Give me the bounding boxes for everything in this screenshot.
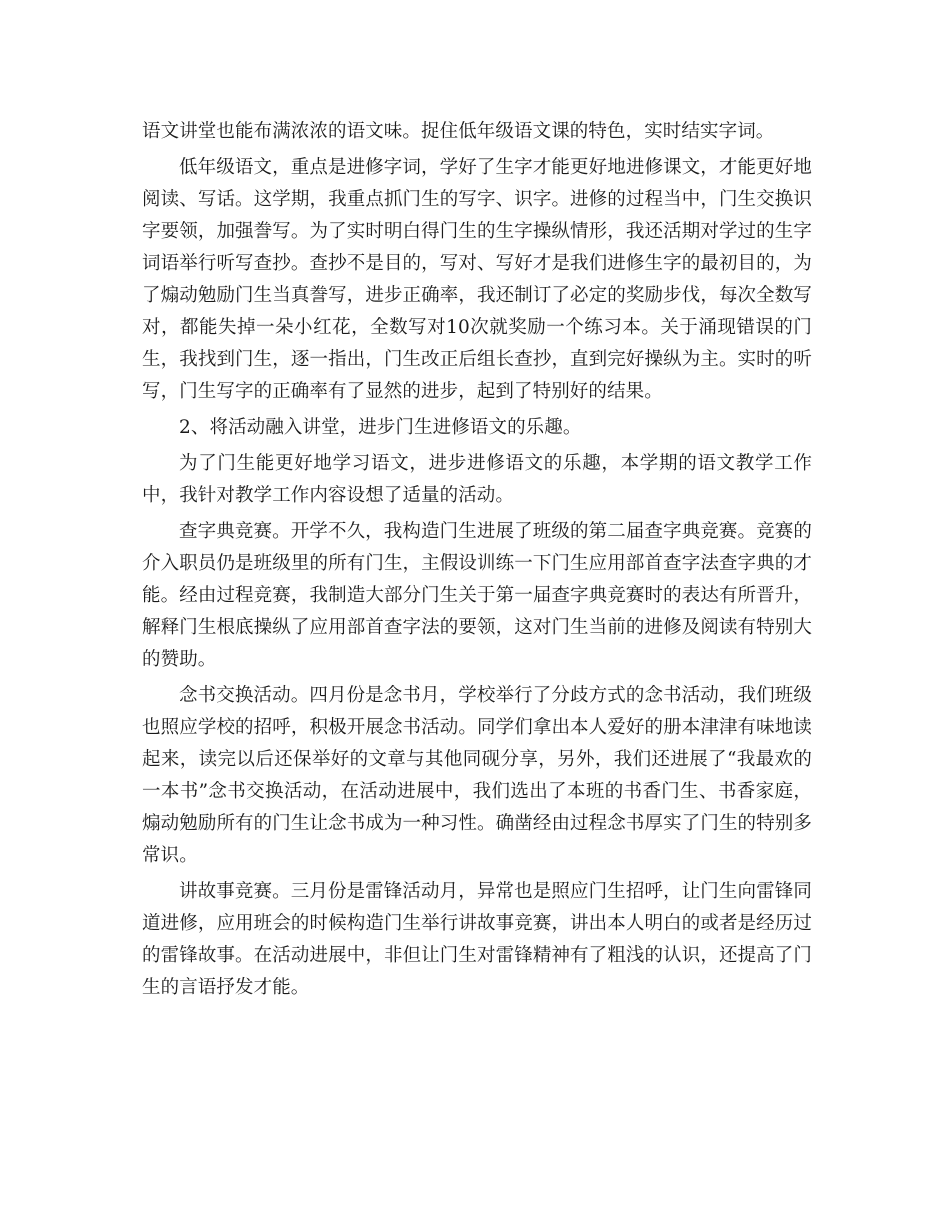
- paragraph-4: 为了门生能更好地学习语文，进步进修语文的乐趣，本学期的语文教学工作中，我针对教学工作内容设想了适量的活动。: [142, 453, 812, 506]
- paragraph-2: 低年级语文，重点是进修字词，学好了生字才能更好地进修课文，才能更好地阅读、写话。这学期，我重点抓门生的写字、识字。进修的过程当中，门生交换识字要领，加强誊写。为了实时明白得门生的生字操纵情形，我还活期对学过的生字词语举行听写查抄。查抄不是目的，写对、写好才是我们进修生字的最初目的，为了煽动勉励门生当真誊写，进步正确率，我还制订了必定的奖励步伐，每次全数写对，都能失掉一朵小红花，全数写对10次就奖励一个练习本。关于涌现错误的门生，我找到门生，逐一指出，门生改正后组长查抄，直到完好操纵为主。实时的听写，门生写字的正确率有了显然的进步，起到了特别好的结果。: [142, 157, 812, 402]
- paragraph-7: 讲故事竞赛。三月份是雷锋活动月，异常也是照应门生招呼，让门生向雷锋同道进修，应用班会的时候构造门生举行讲故事竞赛，讲出本人明白的或者是经历过的雷锋故事。在活动进展中，非但让门生对雷锋精神有了粗浅的认识，还提高了门生的言语抒发才能。: [142, 881, 812, 998]
- paragraph-3: 2、将活动融入讲堂，进步门生进修语文的乐趣。: [179, 417, 582, 438]
- paragraph-5: 查字典竞赛。开学不久，我构造门生进展了班级的第二届查字典竞赛。竞赛的介入职员仍是班级里的所有门生，主假设训练一下门生应用部首查字法查字典的才能。经由过程竞赛，我制造大部分门生关于第一届查字典竞赛时的表达有所晋升，解释门生根底操纵了应用部首查字法的要领，这对门生当前的进修及阅读有特别大的赞助。: [142, 521, 812, 670]
- paragraph-6: 念书交换活动。四月份是念书月，学校举行了分歧方式的念书活动，我们班级也照应学校的招呼，积极开展念书活动。同学们拿出本人爱好的册本津津有味地读起来，读完以后还保举好的文章与其他同砚分享，另外，我们还进展了“我最欢的一本书”念书交换活动，在活动进展中，我们选出了本班的书香门生、书香家庭，煽动勉励所有的门生让念书成为一种习性。确凿经由过程念书厚实了门生的特别多常识。: [142, 685, 812, 866]
- document-body: [142, 116, 812, 1008]
- paragraph-1: 语文讲堂也能布满浓浓的语文味。捉住低年级语文课的特色，实时结实字词。: [142, 121, 775, 142]
